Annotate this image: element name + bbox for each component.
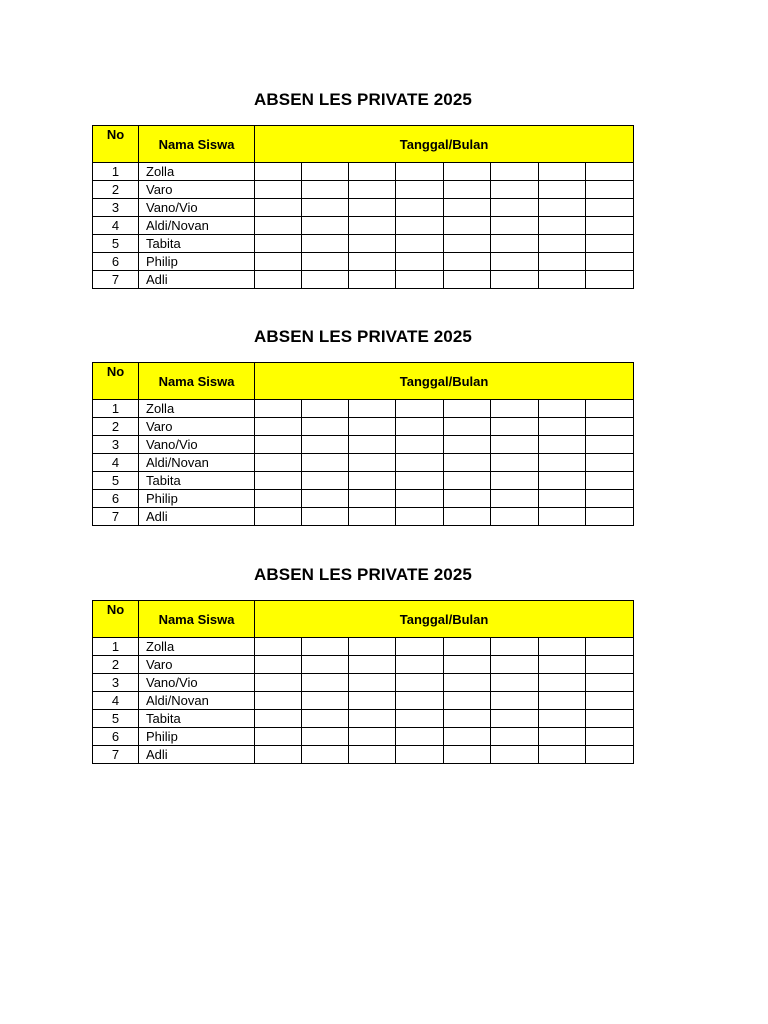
student-name: Varo (139, 656, 255, 674)
attendance-cell[interactable] (444, 217, 491, 235)
attendance-cell[interactable] (539, 656, 586, 674)
row-number: 5 (93, 710, 139, 728)
attendance-cell[interactable] (491, 271, 539, 289)
attendance-cell[interactable] (491, 746, 539, 764)
attendance-cell[interactable] (349, 217, 396, 235)
attendance-cell[interactable] (491, 638, 539, 656)
attendance-cell[interactable] (302, 181, 349, 199)
attendance-cell[interactable] (302, 418, 349, 436)
row-number: 6 (93, 728, 139, 746)
attendance-cell[interactable] (491, 199, 539, 217)
row-number: 7 (93, 508, 139, 526)
attendance-cell[interactable] (539, 472, 586, 490)
attendance-cell[interactable] (539, 199, 586, 217)
row-number: 7 (93, 271, 139, 289)
attendance-cell[interactable] (586, 253, 634, 271)
attendance-cell[interactable] (444, 400, 491, 418)
table-row (93, 638, 634, 656)
student-name: Philip (139, 490, 255, 508)
student-name: Tabita (139, 472, 255, 490)
attendance-cell[interactable] (349, 508, 396, 526)
header-tanggal-bulan: Tanggal/Bulan (255, 363, 634, 400)
attendance-table (92, 362, 634, 526)
attendance-cell[interactable] (444, 674, 491, 692)
attendance-cell[interactable] (349, 436, 396, 454)
attendance-cell[interactable] (396, 400, 444, 418)
attendance-cell[interactable] (255, 235, 302, 253)
attendance-cell[interactable] (255, 638, 302, 656)
attendance-sheet-3 (92, 563, 634, 762)
attendance-cell[interactable] (396, 253, 444, 271)
attendance-cell[interactable] (586, 400, 634, 418)
attendance-cell[interactable] (349, 271, 396, 289)
attendance-cell[interactable] (586, 710, 634, 728)
attendance-cell[interactable] (491, 692, 539, 710)
table-row (93, 163, 634, 181)
attendance-cell[interactable] (396, 418, 444, 436)
attendance-cell[interactable] (586, 163, 634, 181)
row-number: 2 (93, 181, 139, 199)
attendance-cell[interactable] (444, 710, 491, 728)
attendance-cell[interactable] (349, 418, 396, 436)
attendance-cell[interactable] (539, 217, 586, 235)
row-number: 3 (93, 674, 139, 692)
attendance-cell[interactable] (444, 235, 491, 253)
attendance-cell[interactable] (302, 472, 349, 490)
attendance-cell[interactable] (586, 746, 634, 764)
attendance-cell[interactable] (586, 656, 634, 674)
row-number: 3 (93, 436, 139, 454)
attendance-cell[interactable] (444, 454, 491, 472)
student-name: Varo (139, 418, 255, 436)
attendance-cell[interactable] (539, 674, 586, 692)
table-row (93, 400, 634, 418)
row-number: 1 (93, 163, 139, 181)
attendance-cell[interactable] (255, 436, 302, 454)
attendance-cell[interactable] (444, 181, 491, 199)
table-row (93, 217, 634, 235)
attendance-cell[interactable] (539, 253, 586, 271)
sheet-title: ABSEN LES PRIVATE 2025 (254, 327, 472, 346)
attendance-cell[interactable] (444, 638, 491, 656)
table-row (93, 710, 634, 728)
row-number: 2 (93, 656, 139, 674)
student-name: Aldi/Novan (139, 217, 255, 235)
attendance-cell[interactable] (302, 638, 349, 656)
attendance-cell[interactable] (302, 692, 349, 710)
attendance-cell[interactable] (539, 692, 586, 710)
attendance-cell[interactable] (396, 728, 444, 746)
attendance-cell[interactable] (302, 728, 349, 746)
attendance-cell[interactable] (302, 490, 349, 508)
student-name: Vano/Vio (139, 199, 255, 217)
attendance-cell[interactable] (586, 490, 634, 508)
attendance-cell[interactable] (302, 508, 349, 526)
attendance-cell[interactable] (349, 400, 396, 418)
row-number: 5 (93, 472, 139, 490)
attendance-cell[interactable] (586, 235, 634, 253)
attendance-cell[interactable] (539, 436, 586, 454)
sheet-title: ABSEN LES PRIVATE 2025 (254, 90, 472, 109)
attendance-cell[interactable] (396, 710, 444, 728)
student-name: Varo (139, 181, 255, 199)
table-row (93, 746, 634, 764)
attendance-sheet-2 (92, 325, 634, 524)
table-row (93, 508, 634, 526)
attendance-cell[interactable] (349, 728, 396, 746)
attendance-cell[interactable] (349, 163, 396, 181)
attendance-cell[interactable] (302, 235, 349, 253)
attendance-cell[interactable] (491, 472, 539, 490)
attendance-cell[interactable] (302, 746, 349, 764)
student-name: Zolla (139, 400, 255, 418)
attendance-cell[interactable] (349, 235, 396, 253)
attendance-cell[interactable] (396, 490, 444, 508)
attendance-cell[interactable] (255, 674, 302, 692)
attendance-cell[interactable] (349, 656, 396, 674)
attendance-cell[interactable] (539, 181, 586, 199)
row-number: 2 (93, 418, 139, 436)
attendance-cell[interactable] (255, 253, 302, 271)
attendance-cell[interactable] (255, 271, 302, 289)
attendance-cell[interactable] (255, 400, 302, 418)
attendance-cell[interactable] (491, 710, 539, 728)
attendance-cell[interactable] (396, 454, 444, 472)
attendance-cell[interactable] (539, 271, 586, 289)
student-name: Vano/Vio (139, 436, 255, 454)
attendance-cell[interactable] (539, 454, 586, 472)
attendance-cell[interactable] (444, 199, 491, 217)
attendance-cell[interactable] (349, 199, 396, 217)
header-tanggal-bulan: Tanggal/Bulan (255, 126, 634, 163)
attendance-cell[interactable] (444, 746, 491, 764)
header-no: No (93, 363, 139, 400)
attendance-cell[interactable] (586, 181, 634, 199)
attendance-cell[interactable] (586, 692, 634, 710)
attendance-cell[interactable] (539, 235, 586, 253)
attendance-cell[interactable] (444, 656, 491, 674)
attendance-cell[interactable] (255, 454, 302, 472)
attendance-cell[interactable] (396, 163, 444, 181)
attendance-table (92, 125, 634, 289)
attendance-cell[interactable] (491, 253, 539, 271)
student-name: Tabita (139, 235, 255, 253)
attendance-cell[interactable] (491, 490, 539, 508)
table-header-row (93, 126, 634, 163)
attendance-cell[interactable] (255, 163, 302, 181)
attendance-cell[interactable] (586, 728, 634, 746)
attendance-cell[interactable] (302, 199, 349, 217)
row-number: 6 (93, 253, 139, 271)
attendance-cell[interactable] (396, 271, 444, 289)
attendance-cell[interactable] (586, 508, 634, 526)
attendance-cell[interactable] (586, 638, 634, 656)
row-number: 4 (93, 454, 139, 472)
row-number: 3 (93, 199, 139, 217)
attendance-cell[interactable] (396, 217, 444, 235)
attendance-cell[interactable] (255, 199, 302, 217)
student-name: Adli (139, 271, 255, 289)
student-name: Adli (139, 746, 255, 764)
table-header-row (93, 601, 634, 638)
table-row (93, 436, 634, 454)
attendance-cell[interactable] (302, 217, 349, 235)
attendance-cell[interactable] (255, 508, 302, 526)
attendance-cell[interactable] (444, 271, 491, 289)
attendance-cell[interactable] (586, 436, 634, 454)
attendance-cell[interactable] (539, 418, 586, 436)
attendance-cell[interactable] (539, 728, 586, 746)
attendance-cell[interactable] (349, 253, 396, 271)
student-name: Philip (139, 253, 255, 271)
attendance-cell[interactable] (444, 490, 491, 508)
attendance-cell[interactable] (444, 418, 491, 436)
header-tanggal-bulan: Tanggal/Bulan (255, 601, 634, 638)
attendance-cell[interactable] (586, 199, 634, 217)
table-row (93, 656, 634, 674)
attendance-cell[interactable] (539, 638, 586, 656)
row-number: 4 (93, 217, 139, 235)
attendance-cell[interactable] (491, 418, 539, 436)
attendance-cell[interactable] (349, 674, 396, 692)
attendance-cell[interactable] (255, 692, 302, 710)
attendance-cell[interactable] (491, 728, 539, 746)
attendance-cell[interactable] (349, 490, 396, 508)
row-number: 4 (93, 692, 139, 710)
attendance-cell[interactable] (491, 674, 539, 692)
attendance-cell[interactable] (302, 436, 349, 454)
attendance-cell[interactable] (349, 710, 396, 728)
attendance-cell[interactable] (255, 710, 302, 728)
table-row (93, 728, 634, 746)
attendance-cell[interactable] (586, 418, 634, 436)
attendance-cell[interactable] (396, 656, 444, 674)
attendance-cell[interactable] (349, 181, 396, 199)
attendance-cell[interactable] (491, 163, 539, 181)
attendance-cell[interactable] (539, 490, 586, 508)
student-name: Philip (139, 728, 255, 746)
attendance-cell[interactable] (302, 710, 349, 728)
attendance-cell[interactable] (302, 454, 349, 472)
attendance-cell[interactable] (586, 674, 634, 692)
attendance-cell[interactable] (255, 472, 302, 490)
attendance-cell[interactable] (349, 454, 396, 472)
attendance-cell[interactable] (396, 638, 444, 656)
table-row (93, 674, 634, 692)
sheet-title: ABSEN LES PRIVATE 2025 (254, 565, 472, 584)
header-nama-siswa: Nama Siswa (139, 363, 255, 400)
attendance-cell[interactable] (491, 656, 539, 674)
attendance-cell[interactable] (444, 436, 491, 454)
attendance-cell[interactable] (255, 217, 302, 235)
table-row (93, 271, 634, 289)
attendance-cell[interactable] (491, 508, 539, 526)
header-nama-siswa: Nama Siswa (139, 126, 255, 163)
row-number: 7 (93, 746, 139, 764)
attendance-cell[interactable] (302, 253, 349, 271)
student-name: Aldi/Novan (139, 692, 255, 710)
attendance-cell[interactable] (302, 271, 349, 289)
attendance-cell[interactable] (586, 217, 634, 235)
table-row (93, 181, 634, 199)
attendance-cell[interactable] (539, 163, 586, 181)
attendance-cell[interactable] (586, 454, 634, 472)
header-nama-siswa: Nama Siswa (139, 601, 255, 638)
attendance-cell[interactable] (396, 235, 444, 253)
attendance-cell[interactable] (539, 508, 586, 526)
attendance-cell[interactable] (444, 472, 491, 490)
attendance-cell[interactable] (444, 508, 491, 526)
attendance-cell[interactable] (396, 746, 444, 764)
student-name: Zolla (139, 638, 255, 656)
attendance-table (92, 600, 634, 764)
attendance-cell[interactable] (444, 692, 491, 710)
attendance-cell[interactable] (302, 163, 349, 181)
attendance-cell[interactable] (396, 199, 444, 217)
attendance-cell[interactable] (491, 235, 539, 253)
attendance-cell[interactable] (255, 181, 302, 199)
attendance-cell[interactable] (491, 181, 539, 199)
attendance-cell[interactable] (539, 710, 586, 728)
table-row (93, 235, 634, 253)
header-no: No (93, 126, 139, 163)
row-number: 5 (93, 235, 139, 253)
attendance-cell[interactable] (349, 692, 396, 710)
row-number: 6 (93, 490, 139, 508)
student-name: Aldi/Novan (139, 454, 255, 472)
attendance-cell[interactable] (491, 454, 539, 472)
attendance-cell[interactable] (302, 400, 349, 418)
student-name: Vano/Vio (139, 674, 255, 692)
table-row (93, 692, 634, 710)
attendance-cell[interactable] (396, 692, 444, 710)
header-no: No (93, 601, 139, 638)
attendance-cell[interactable] (491, 436, 539, 454)
attendance-cell[interactable] (396, 181, 444, 199)
attendance-cell[interactable] (491, 400, 539, 418)
attendance-cell[interactable] (396, 436, 444, 454)
attendance-cell[interactable] (302, 656, 349, 674)
attendance-cell[interactable] (255, 728, 302, 746)
table-row (93, 454, 634, 472)
row-number: 1 (93, 400, 139, 418)
attendance-cell[interactable] (255, 418, 302, 436)
student-name: Adli (139, 508, 255, 526)
attendance-cell[interactable] (349, 746, 396, 764)
attendance-cell[interactable] (396, 508, 444, 526)
table-row (93, 490, 634, 508)
attendance-cell[interactable] (539, 746, 586, 764)
table-row (93, 199, 634, 217)
attendance-cell[interactable] (396, 472, 444, 490)
student-name: Zolla (139, 163, 255, 181)
table-row (93, 472, 634, 490)
attendance-cell[interactable] (255, 746, 302, 764)
row-number: 1 (93, 638, 139, 656)
attendance-cell[interactable] (349, 472, 396, 490)
table-row (93, 253, 634, 271)
attendance-cell[interactable] (491, 217, 539, 235)
attendance-cell[interactable] (539, 400, 586, 418)
attendance-sheet-1 (92, 88, 634, 287)
student-name: Tabita (139, 710, 255, 728)
attendance-cell[interactable] (302, 674, 349, 692)
attendance-cell[interactable] (586, 472, 634, 490)
attendance-cell[interactable] (444, 728, 491, 746)
table-row (93, 418, 634, 436)
attendance-cell[interactable] (349, 638, 396, 656)
attendance-cell[interactable] (396, 674, 444, 692)
attendance-cell[interactable] (586, 271, 634, 289)
attendance-cell[interactable] (444, 163, 491, 181)
table-header-row (93, 363, 634, 400)
attendance-cell[interactable] (255, 656, 302, 674)
attendance-cell[interactable] (444, 253, 491, 271)
attendance-cell[interactable] (255, 490, 302, 508)
